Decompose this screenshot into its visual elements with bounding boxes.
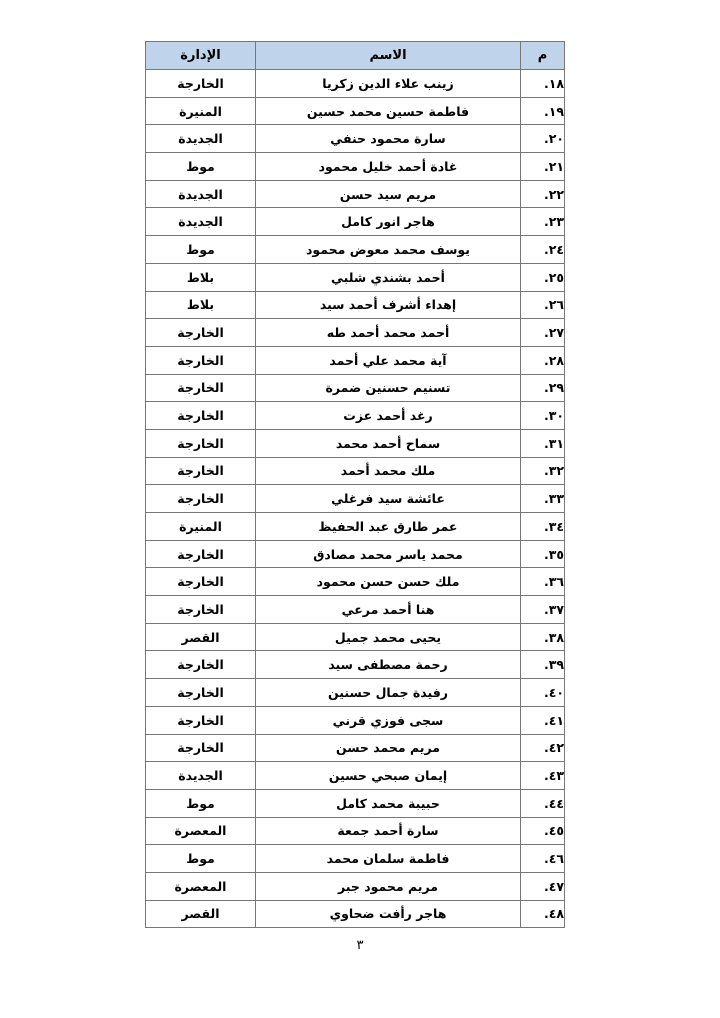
row-department: موط xyxy=(146,236,256,264)
row-number: ١٨. xyxy=(521,70,565,98)
table-row xyxy=(146,513,565,541)
row-department: الخارجة xyxy=(146,706,256,734)
row-number: ٤٦. xyxy=(521,845,565,873)
row-name: أحمد محمد أحمد طه xyxy=(256,319,521,347)
row-department: الخارجة xyxy=(146,568,256,596)
row-name: سارة أحمد جمعة xyxy=(256,817,521,845)
row-name: فاطمة سلمان محمد xyxy=(256,845,521,873)
row-number: ٤٤. xyxy=(521,789,565,817)
row-name: أحمد بشندي شلبي xyxy=(256,263,521,291)
table-row xyxy=(146,97,565,125)
row-number: ٣٢. xyxy=(521,457,565,485)
table-row xyxy=(146,762,565,790)
row-number: ٢٤. xyxy=(521,236,565,264)
row-department: الخارجة xyxy=(146,596,256,624)
table-row xyxy=(146,734,565,762)
row-number: ٢١. xyxy=(521,153,565,181)
row-number: ٣٦. xyxy=(521,568,565,596)
row-name: ملك محمد أحمد xyxy=(256,457,521,485)
table-row xyxy=(146,263,565,291)
row-name: آية محمد علي أحمد xyxy=(256,346,521,374)
table-row xyxy=(146,623,565,651)
row-department: الخارجة xyxy=(146,734,256,762)
row-number: ٢٩. xyxy=(521,374,565,402)
row-name: مريم سيد حسن xyxy=(256,180,521,208)
row-number: ٣٧. xyxy=(521,596,565,624)
row-department: الخارجة xyxy=(146,679,256,707)
row-name: سجى فوزي قرني xyxy=(256,706,521,734)
table-row xyxy=(146,153,565,181)
row-name: عمر طارق عبد الحفيظ xyxy=(256,513,521,541)
row-number: ٢٧. xyxy=(521,319,565,347)
row-number: ٤١. xyxy=(521,706,565,734)
table-row xyxy=(146,817,565,845)
row-name: مريم محمود جبر xyxy=(256,872,521,900)
row-number: ٣٨. xyxy=(521,623,565,651)
table-row xyxy=(146,568,565,596)
row-number: ١٩. xyxy=(521,97,565,125)
row-name: هاجر انور كامل xyxy=(256,208,521,236)
table-row xyxy=(146,679,565,707)
row-name: هاجر رأفت ضحاوي xyxy=(256,900,521,928)
row-department: الجديدة xyxy=(146,762,256,790)
header-row xyxy=(146,42,565,70)
row-name: رفيدة جمال حسنين xyxy=(256,679,521,707)
row-department: الخارجة xyxy=(146,402,256,430)
row-department: بلاط xyxy=(146,291,256,319)
row-name: إيمان صبحي حسين xyxy=(256,762,521,790)
table-row xyxy=(146,540,565,568)
row-number: ٣١. xyxy=(521,429,565,457)
row-number: ٤٣. xyxy=(521,762,565,790)
row-department: المعصرة xyxy=(146,817,256,845)
row-department: بلاط xyxy=(146,263,256,291)
row-department: موط xyxy=(146,153,256,181)
table-row xyxy=(146,706,565,734)
table-row xyxy=(146,319,565,347)
row-name: إهداء أشرف أحمد سيد xyxy=(256,291,521,319)
row-name: فاطمة حسين محمد حسين xyxy=(256,97,521,125)
row-department: موط xyxy=(146,845,256,873)
row-name: هنا أحمد مرعي xyxy=(256,596,521,624)
row-department: الجديدة xyxy=(146,125,256,153)
row-number: ٤٧. xyxy=(521,872,565,900)
row-name: يوسف محمد معوض محمود xyxy=(256,236,521,264)
row-department: الخارجة xyxy=(146,346,256,374)
row-name: ملك حسن حسن محمود xyxy=(256,568,521,596)
row-department: الخارجة xyxy=(146,429,256,457)
roster-sheet xyxy=(145,41,564,928)
row-name: سماح أحمد محمد xyxy=(256,429,521,457)
row-number: ٤٢. xyxy=(521,734,565,762)
row-name: رغد أحمد عزت xyxy=(256,402,521,430)
table-row xyxy=(146,291,565,319)
row-name: حبيبة محمد كامل xyxy=(256,789,521,817)
table-row xyxy=(146,457,565,485)
row-department: المعصرة xyxy=(146,872,256,900)
row-department: الخارجة xyxy=(146,70,256,98)
table-row xyxy=(146,900,565,928)
row-number: ٢٦. xyxy=(521,291,565,319)
page-number: ٣ xyxy=(356,938,364,953)
row-department: موط xyxy=(146,789,256,817)
row-number: ٣٥. xyxy=(521,540,565,568)
row-name: مريم محمد حسن xyxy=(256,734,521,762)
table-row xyxy=(146,485,565,513)
row-name: عائشة سيد فرغلي xyxy=(256,485,521,513)
row-number: ٣٤. xyxy=(521,513,565,541)
row-department: الخارجة xyxy=(146,651,256,679)
row-number: ٢٨. xyxy=(521,346,565,374)
row-department: الخارجة xyxy=(146,540,256,568)
row-name: غادة أحمد خليل محمود xyxy=(256,153,521,181)
row-department: الخارجة xyxy=(146,374,256,402)
row-number: ٣٣. xyxy=(521,485,565,513)
table-row xyxy=(146,346,565,374)
row-number: ٢٣. xyxy=(521,208,565,236)
table-row xyxy=(146,402,565,430)
row-number: ٤٨. xyxy=(521,900,565,928)
table-row xyxy=(146,596,565,624)
row-department: الخارجة xyxy=(146,457,256,485)
roster-table xyxy=(145,41,565,928)
row-name: سارة محمود حنفي xyxy=(256,125,521,153)
row-department: القصر xyxy=(146,900,256,928)
row-name: يحيى محمد جميل xyxy=(256,623,521,651)
table-row xyxy=(146,70,565,98)
table-row xyxy=(146,651,565,679)
row-department: الخارجة xyxy=(146,319,256,347)
table-row xyxy=(146,789,565,817)
header-department: الإدارة xyxy=(146,42,256,70)
table-row xyxy=(146,845,565,873)
row-number: ٢٠. xyxy=(521,125,565,153)
header-number: م xyxy=(521,42,565,70)
row-number: ٤٠. xyxy=(521,679,565,707)
row-name: محمد ياسر محمد مصادق xyxy=(256,540,521,568)
row-department: الخارجة xyxy=(146,485,256,513)
table-row xyxy=(146,125,565,153)
row-name: رحمة مصطفى سيد xyxy=(256,651,521,679)
row-department: الجديدة xyxy=(146,208,256,236)
header-name: الاسم xyxy=(256,42,521,70)
table-row xyxy=(146,872,565,900)
table-row xyxy=(146,208,565,236)
row-department: الجديدة xyxy=(146,180,256,208)
row-department: المنيرة xyxy=(146,513,256,541)
table-row xyxy=(146,180,565,208)
row-number: ٣٩. xyxy=(521,651,565,679)
row-department: القصر xyxy=(146,623,256,651)
row-department: المنيرة xyxy=(146,97,256,125)
table-row xyxy=(146,374,565,402)
row-number: ٤٥. xyxy=(521,817,565,845)
table-row xyxy=(146,429,565,457)
row-number: ٢٢. xyxy=(521,180,565,208)
table-row xyxy=(146,236,565,264)
row-number: ٢٥. xyxy=(521,263,565,291)
row-number: ٣٠. xyxy=(521,402,565,430)
row-name: تسنيم حسنين ضمرة xyxy=(256,374,521,402)
row-name: زينب علاء الدين زكريا xyxy=(256,70,521,98)
table-body xyxy=(146,70,565,928)
